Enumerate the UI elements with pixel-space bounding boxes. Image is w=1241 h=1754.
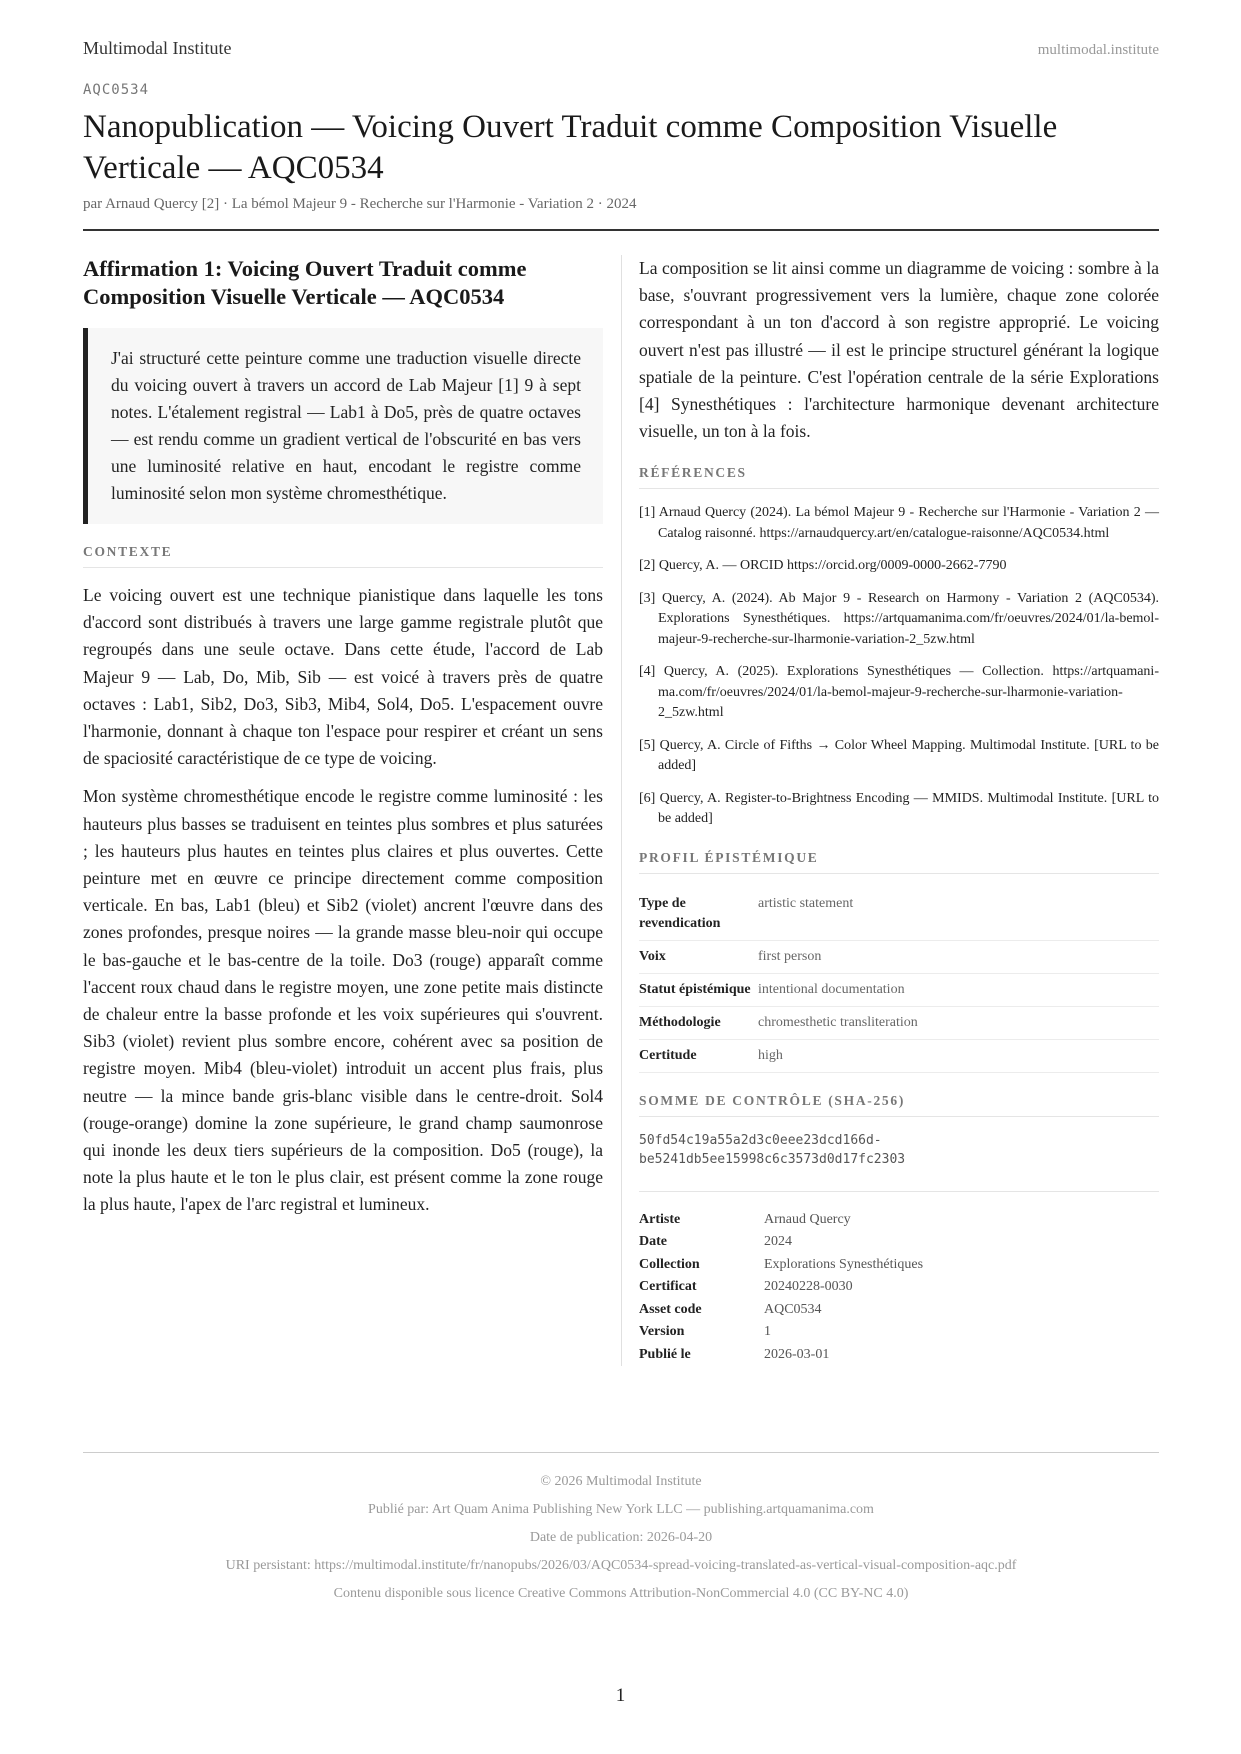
metadata-key: Version bbox=[639, 1324, 685, 1340]
context-heading: CONTEXTE bbox=[83, 544, 603, 568]
two-column-body bbox=[83, 255, 1159, 1366]
profile-value: first person bbox=[758, 940, 1159, 973]
page-number: 1 bbox=[615, 1685, 626, 1706]
metadata-key: Publié le bbox=[639, 1346, 691, 1362]
reference-item: [6] Quercy, A. Register-to-Brightness Encoding — MMIDS. Multimodal Institute. [URL to be added] bbox=[639, 790, 1159, 827]
profile-key: Méthodologie bbox=[639, 1006, 758, 1039]
metadata-key: Artiste bbox=[639, 1211, 681, 1227]
context-paragraph: Mon système chromesthétique encode le registre comme luminosité : les hauteurs plus basses se traduisent en teintes plus sombres et plus saturées ; les hauteurs plus hautes en teintes plus claires et plus ouvertes. Cette peinture met en œuvre ce principe directement comme composition verticale. En bas, Lab1 (bleu) et Sib2 (violet) ancrent l'œuvre dans des zones profondes, presque noires — la grande masse bleu-noir qui occupe le bas-gauche et le bas-centre de la toile. Do3 (rouge) apparaît comme l'accent roux chaud dans le registre moyen, une zone petite mais distincte de chaleur entre la basse profonde et les voix supérieures qui s'ouvrent. Sib3 (violet) revient plus sombre encore, cohérent avec sa position de registre moyen. Mib4 (bleu-violet) introduit un accent plus frais, plus neutre — la mince bande gris-blanc visible dans le centre-droit. Sol4 (rouge-orange) domine la zone supérieure, le grand champ saumonrose qui inonde les deux tiers supérieurs de la composition. Do5 (rouge), la note la plus haute et le ton le plus clair, est présent comme la zone rouge la plus haute, l'apex de l'arc registral et lumineux. bbox=[83, 786, 603, 1215]
profile-key: Certitude bbox=[639, 1039, 758, 1072]
asset-code: AQC0534 bbox=[83, 82, 150, 98]
metadata-row bbox=[639, 1299, 1159, 1322]
table-row bbox=[639, 888, 1159, 941]
profile-key: Statut épistémique bbox=[639, 973, 758, 1006]
institute-name: Multimodal Institute bbox=[83, 38, 232, 58]
table-row bbox=[639, 1006, 1159, 1039]
profile-value: intentional documentation bbox=[758, 973, 1159, 1006]
page-title: Nanopublication — Voicing Ouvert Traduit comme Composition Visuelle Verticale — AQC0534 bbox=[83, 109, 1058, 186]
page-footer bbox=[83, 1452, 1159, 1612]
metadata-row bbox=[639, 1209, 1159, 1232]
metadata-row bbox=[639, 1231, 1159, 1254]
profile-heading: PROFIL ÉPISTÉMIQUE bbox=[639, 850, 1159, 874]
profile-key: Voix bbox=[639, 940, 758, 973]
metadata-key: Collection bbox=[639, 1256, 700, 1272]
metadata-value: Explorations Synesthétiques bbox=[764, 1256, 924, 1272]
metadata-value: AQC0534 bbox=[764, 1301, 822, 1317]
metadata-value: 2026-03-01 bbox=[764, 1346, 830, 1362]
composition-paragraph: La composition se lit ainsi comme un diagramme de voicing : sombre à la base, s'ouvrant progressivement vers la lumière, chaque zone colorée correspondant à un ton d'accord à son registre approprié. Le voicing ouvert n'est pas illustré — il est le principe structurel générant la logique spatiale de la peinture. C'est l'opération centrale de la série Explorations [4] Synesthétiques : l'architecture harmonique devenant architecture visuelle, un ton à la fois. bbox=[639, 258, 1159, 442]
checksum-value bbox=[639, 1131, 1159, 1192]
site-url: multimodal.institute bbox=[1037, 42, 1159, 58]
checksum-heading: SOMME DE CONTRÔLE (SHA-256) bbox=[639, 1093, 1159, 1117]
claim-heading: Affirmation 1: Voicing Ouvert Traduit comme Composition Visuelle Verticale — AQC0534 bbox=[83, 256, 527, 309]
reference-item: [3] Quercy, A. (2024). Ab Major 9 - Research on Harmony - Variation 2 (AQC0534). Explorations Synesthétiques. https://artquamanima.com/fr/oeuvres/2024/01/la-bemol-majeur-9-recherche-sur-lharmonie-variation-2_5zw.html bbox=[639, 590, 1159, 647]
reference-item: [2] Quercy, A. — ORCID https://orcid.org/0009-0000-2662-7790 bbox=[639, 558, 1007, 574]
footer-persistent-uri: URI persistant: https://multimodal.institute/fr/nanopubs/2026/03/AQC0534-spread-voicing-translated-as-vertical-visual-composition-aqc.pdf bbox=[225, 1558, 1017, 1573]
metadata-row bbox=[639, 1321, 1159, 1344]
context-paragraph: Le voicing ouvert est une technique pianistique dans laquelle les tons d'accord sont distribués à travers une large gamme registrale plutôt que regroupés dans une seule octave. Dans cette étude, l'accord de Lab Majeur 9 — Lab, Do, Mib, Sib — est voicé à travers près de quatre octaves : Lab1, Sib2, Do3, Sib3, Mib4, Sol4, Do5. L'espacement ouvre l'harmonie, donnant à chaque ton l'espace pour respirer et créant un sens de spaciosité caractéristique de ce type de voicing. bbox=[83, 585, 603, 769]
table-row bbox=[639, 973, 1159, 1006]
reference-item: [5] Quercy, A. Circle of Fifths → Color Wheel Mapping. Multimodal Institute. [URL to be added] bbox=[639, 737, 1159, 774]
left-column bbox=[83, 255, 622, 1366]
table-row bbox=[639, 1039, 1159, 1072]
metadata-key: Date bbox=[639, 1234, 667, 1250]
metadata-key: Asset code bbox=[639, 1301, 702, 1317]
metadata-value: 1 bbox=[764, 1324, 771, 1340]
epistemic-profile-table bbox=[639, 888, 1159, 1073]
claim-quote: J'ai structuré cette peinture comme une traduction visuelle directe du voicing ouvert à travers un accord de Lab Majeur [1] 9 à sept notes. L'étalement registral — Lab1 à Do5, près de quatre octaves — est rendu comme un gradient vertical de l'obscurité en bas vers une luminosité relative en haut, encodant le registre comme luminosité selon mon système chromesthétique. bbox=[83, 328, 603, 524]
profile-value: artistic statement bbox=[758, 888, 1159, 941]
byline: par Arnaud Quercy [2] · La bémol Majeur 9 - Recherche sur l'Harmonie - Variation 2 · 2024 bbox=[83, 196, 637, 212]
footer-license: Contenu disponible sous licence Creative Commons Attribution-NonCommercial 4.0 (CC BY-NC 4.0) bbox=[333, 1586, 909, 1601]
reference-item: [1] Arnaud Quercy (2024). La bémol Majeur 9 - Recherche sur l'Harmonie - Variation 2 — Catalog raisonné. https://arnaudquercy.art/en/catalogue-raisonne/AQC0534.html bbox=[639, 505, 1159, 541]
metadata-value: 2024 bbox=[764, 1234, 792, 1250]
table-row bbox=[639, 940, 1159, 973]
references-list bbox=[639, 503, 1159, 830]
footer-publication-date: Date de publication: 2026-04-20 bbox=[529, 1530, 713, 1545]
profile-key: Type de revendication bbox=[639, 888, 758, 941]
checksum-line: be5241db5ee15998c6c3573d0d17fc2303 bbox=[639, 1151, 906, 1167]
metadata-value: 20240228-0030 bbox=[764, 1279, 853, 1295]
reference-item: [4] Quercy, A. (2025). Explorations Synesthétiques — Collection. https://artquamanima.com/fr/oeuvres/2024/01/la-bemol-majeur-9-recherche-sur-lharmonie-variation-2_5zw.html bbox=[639, 664, 1159, 721]
metadata-value: Arnaud Quercy bbox=[764, 1211, 851, 1227]
right-column bbox=[622, 255, 1159, 1366]
metadata-row bbox=[639, 1276, 1159, 1299]
metadata-row bbox=[639, 1344, 1159, 1367]
title-divider bbox=[83, 229, 1159, 231]
profile-value: chromesthetic transliteration bbox=[758, 1006, 1159, 1039]
metadata-key: Certificat bbox=[639, 1279, 697, 1295]
references-heading: RÉFÉRENCES bbox=[639, 465, 1159, 489]
metadata-list bbox=[639, 1209, 1159, 1367]
metadata-row bbox=[639, 1254, 1159, 1277]
footer-publisher: Publié par: Art Quam Anima Publishing New York LLC — publishing.artquamanima.com bbox=[368, 1502, 874, 1517]
checksum-line: 50fd54c19a55a2d3c0eee23dcd166d- bbox=[639, 1132, 882, 1148]
footer-copyright: © 2026 Multimodal Institute bbox=[540, 1474, 702, 1489]
page bbox=[83, 38, 1159, 1366]
profile-value: high bbox=[758, 1039, 1159, 1072]
top-bar bbox=[83, 38, 1159, 74]
